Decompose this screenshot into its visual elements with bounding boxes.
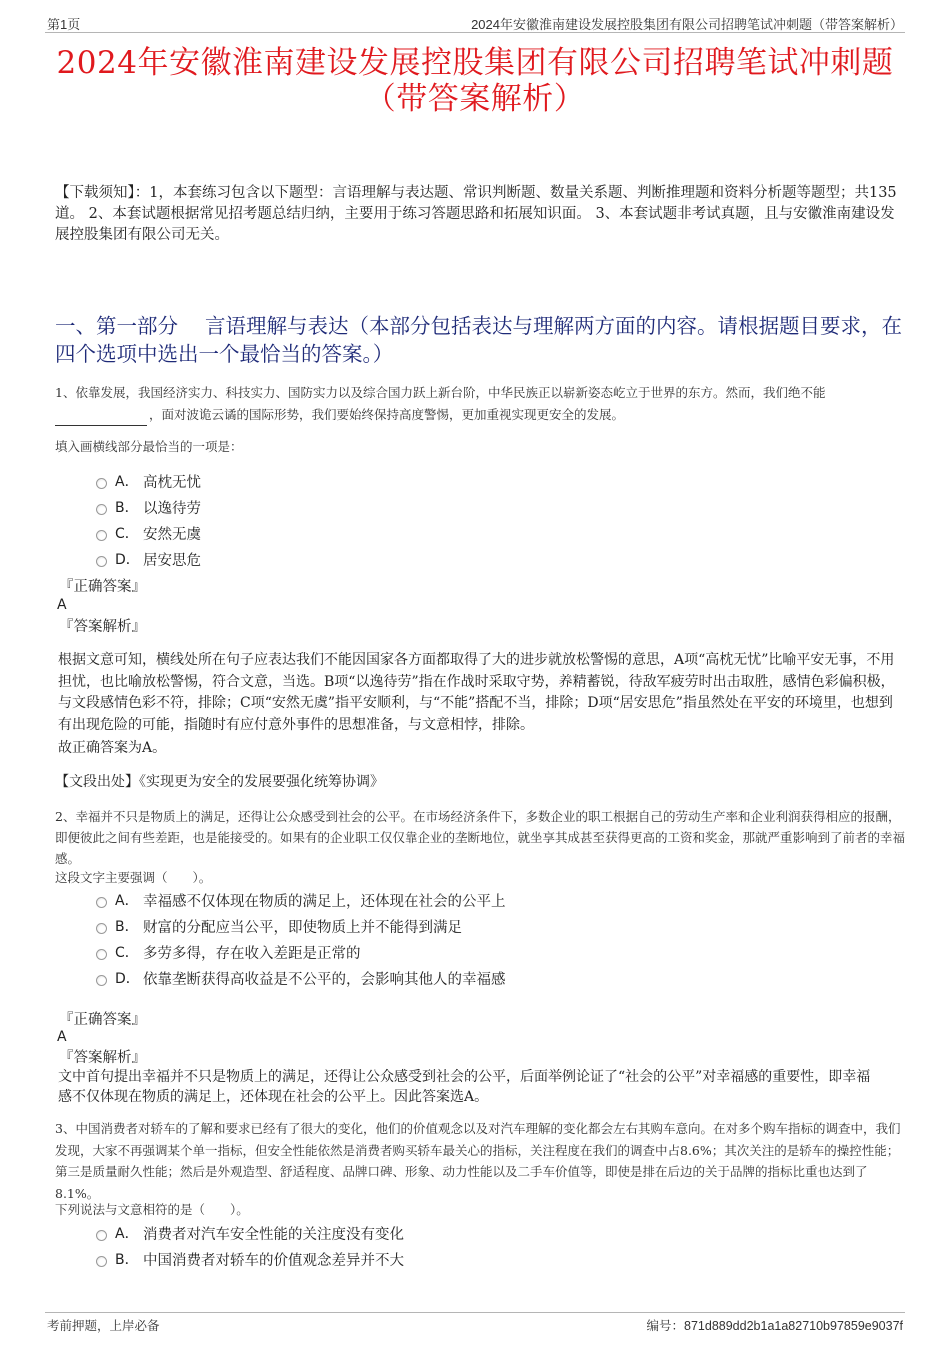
option-letter: B． xyxy=(115,500,139,516)
question-2-prompt: 这段文字主要强调（ ）。 xyxy=(55,870,212,885)
correct-answer-label: 『正确答案』 xyxy=(59,579,146,595)
analysis-label: 『答案解析』 xyxy=(59,619,146,635)
radio-button[interactable] xyxy=(96,923,107,934)
footer-slogan: 考前押题，上岸必备 xyxy=(47,1319,160,1333)
document-code-value: 871d889dd2b1a1a82710b97859e9037f xyxy=(684,1319,903,1333)
option-text: 安然无虞 xyxy=(143,526,201,543)
radio-button[interactable] xyxy=(96,478,107,489)
question-2-option-c[interactable] xyxy=(96,941,361,963)
option-text: 依靠垄断获得高收益是不公平的，会影响其他人的幸福感 xyxy=(143,971,506,988)
download-notice: 【下载须知】：1，本套练习包含以下题型：言语理解与表达题、常识判断题、数量关系题、判断推理题和资料分析题等题型；共135道。 2、本套试题根据常见招考题总结归纳，主要用于练习答题思路和拓展知识面。 3、本套试题非考试真题，且与安徽淮南建设发展控股集团有限公司无关。 xyxy=(55,185,897,243)
option-text: 多劳多得，存在收入差距是正常的 xyxy=(143,945,361,962)
header-divider xyxy=(45,32,905,33)
section-heading: 一、第一部分 言语理解与表达（本部分包括表达与理解两方面的内容。请根据题目要求，在四个选项中选出一个最恰当的答案。） xyxy=(55,314,903,366)
option-letter: D． xyxy=(115,552,140,568)
option-letter: B． xyxy=(115,919,139,935)
document-subtitle: （带答案解析） xyxy=(364,81,586,117)
question-3-prompt: 下列说法与文意相符的是（ ）。 xyxy=(55,1202,249,1217)
document-code-label: 编号： xyxy=(646,1319,685,1333)
question-1-stem xyxy=(55,382,905,426)
document-code xyxy=(647,1316,904,1334)
question-1-stem-part1: 1、依靠发展，我国经济实力、科技实力、国防实力以及综合国力跃上新台阶，中华民族正以崭新姿态屹立于世界的东方。然而，我们绝不能 xyxy=(55,385,826,400)
option-text: 幸福感不仅体现在物质的满足上，还体现在社会的公平上 xyxy=(143,893,506,910)
question-1-option-b[interactable] xyxy=(96,496,201,518)
correct-answer-value: A xyxy=(57,1029,67,1045)
fill-in-blank xyxy=(55,411,147,426)
page-number: 第1页 xyxy=(47,17,81,32)
question-1-option-a[interactable] xyxy=(96,470,201,492)
correct-answer-value: A xyxy=(57,597,67,613)
option-letter: A． xyxy=(115,474,139,490)
question-1-stem-part2: ，面对波诡云谲的国际形势，我们要始终保持高度警惕，更加重视实现更安全的发展。 xyxy=(149,407,625,422)
question-1-prompt: 填入画横线部分最恰当的一项是： xyxy=(55,439,243,454)
footer-divider xyxy=(45,1312,905,1313)
radio-button[interactable] xyxy=(96,897,107,908)
question-2-stem: 2、幸福并不只是物质上的满足，还得让公众感受到社会的公平。在市场经济条件下，多数企业的职工根据自己的劳动生产率和企业利润获得相应的报酬，即便彼此之间有些差距，也是能接受的。如果有的企业职工仅仅靠企业的垄断地位，就坐享其成甚至获得更高的工资和奖金，那就严重影响到了前者的幸福感。 xyxy=(55,809,906,866)
question-2-option-b[interactable] xyxy=(96,915,462,937)
radio-button[interactable] xyxy=(96,1256,107,1267)
option-letter: B． xyxy=(115,1252,139,1268)
option-text: 高枕无忧 xyxy=(143,474,201,491)
question-1-conclusion: 故正确答案为A。 xyxy=(58,740,167,756)
radio-button[interactable] xyxy=(96,556,107,567)
document-title: 2024年安徽淮南建设发展控股集团有限公司招聘笔试冲刺题 xyxy=(56,45,894,81)
question-3-option-a[interactable] xyxy=(96,1222,404,1244)
question-2-analysis: 文中首句提出幸福并不只是物质上的满足，还得让公众感受到社会的公平，后面举例论证了“社会的公平”对幸福感的重要性，即幸福感不仅体现在物质的满足上，还体现在社会的公平上。因此答案选A。 xyxy=(58,1069,871,1105)
option-text: 中国消费者对轿车的价值观念差异并不大 xyxy=(143,1252,404,1269)
option-letter: C． xyxy=(115,945,139,961)
question-1-option-c[interactable] xyxy=(96,522,201,544)
radio-button[interactable] xyxy=(96,949,107,960)
option-text: 消费者对汽车安全性能的关注度没有变化 xyxy=(143,1226,404,1243)
question-2-option-d[interactable] xyxy=(96,967,506,989)
option-letter: C． xyxy=(115,526,139,542)
question-2-option-a[interactable] xyxy=(96,889,506,911)
option-letter: D． xyxy=(115,971,140,987)
running-title: 2024年安徽淮南建设发展控股集团有限公司招聘笔试冲刺题（带答案解析） xyxy=(471,17,903,32)
question-3-option-b[interactable] xyxy=(96,1248,404,1270)
option-letter: A． xyxy=(115,1226,139,1242)
radio-button[interactable] xyxy=(96,975,107,986)
option-text: 财富的分配应当公平，即使物质上并不能得到满足 xyxy=(143,919,462,936)
question-1-analysis: 根据文意可知，横线处所在句子应表达我们不能因国家各方面都取得了大的进步就放松警惕的意思，A项“高枕无忧”比喻平安无事，不用担忧，也比喻放松警惕，符合文意，当选。B项“以逸待劳”指在作战时采取守势，养精蓄锐，待敌军疲劳时出击取胜，感情色彩偏积极，与文段感情色彩不符，排除；C项“安然无虞”指平安顺利，与“不能”搭配不当，排除；D项“居安思危”指虽然处在平安的环境里，也想到有出现危险的可能，指随时有应付意外事件的思想准备，与文意相悖，排除。 xyxy=(58,652,895,733)
question-3-stem: 3、中国消费者对轿车的了解和要求已经有了很大的变化，他们的价值观念以及对汽车理解的变化都会左右其购车意向。在对多个购车指标的调查中，我们发现，大家不再强调某个单一指标，但安全性能依然是消费者购买轿车最关心的指标，关注程度在我们的调查中占8.6%；其次关注的是轿车的操控性能；第三是质量耐久性能；然后是外观造型、舒适程度、品牌口碑、形象、动力性能以及二手车价值等，即使是排在后边的关于品牌的指标比重也达到了8.1%。 xyxy=(55,1121,901,1201)
radio-button[interactable] xyxy=(96,1230,107,1241)
correct-answer-label: 『正确答案』 xyxy=(59,1012,146,1028)
option-text: 居安思危 xyxy=(143,552,201,569)
option-letter: A． xyxy=(115,893,139,909)
radio-button[interactable] xyxy=(96,530,107,541)
question-1-source: 【文段出处】《实现更为安全的发展要强化统筹协调》 xyxy=(55,774,384,790)
question-1-option-d[interactable] xyxy=(96,548,201,570)
option-text: 以逸待劳 xyxy=(143,500,201,517)
radio-button[interactable] xyxy=(96,504,107,515)
analysis-label: 『答案解析』 xyxy=(59,1050,146,1066)
